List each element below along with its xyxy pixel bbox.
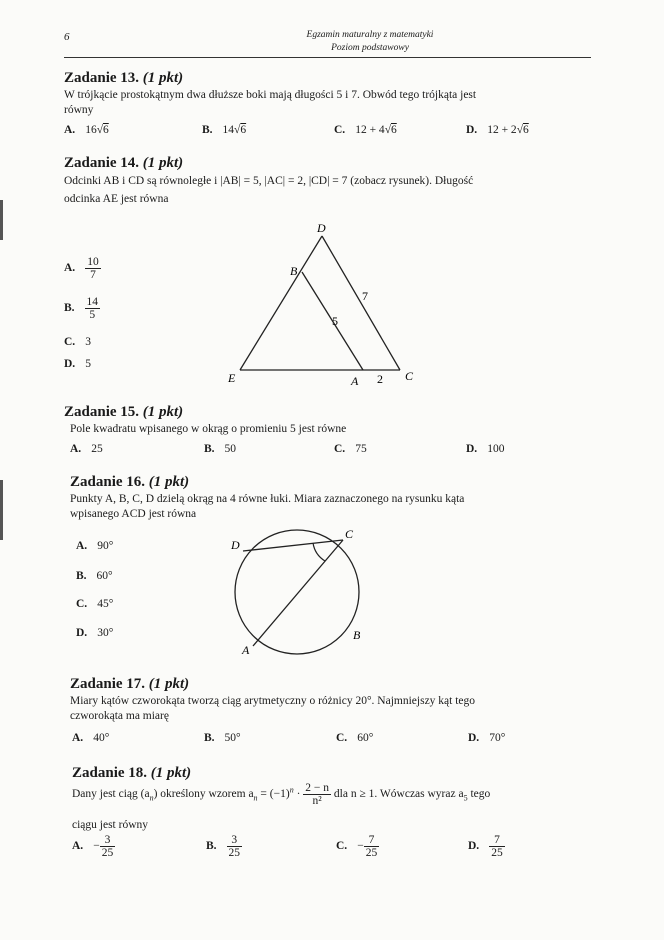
header-line-2: Poziom podstawowy (331, 43, 409, 53)
sqrt-icon: √ (234, 124, 241, 136)
task-18-option-b[interactable]: B. $\frac{3}{25}$ (206, 834, 241, 859)
task-14-option-b[interactable]: B. $\frac{14}{5}$ (64, 296, 99, 321)
label-b: B (290, 264, 298, 278)
task-14-option-a[interactable]: A. $\frac{10}{7}$ (64, 256, 99, 281)
sqrt-icon: √ (384, 124, 391, 136)
fraction: $\frac{14}{5}$ (86, 296, 99, 321)
task-13-text: W trójkącie prostokątnym dwa dłuższe boki mają długości 5 i 7. Obwód tego trójkąta jest równy (64, 89, 477, 116)
circle-figure (225, 522, 385, 662)
task-18-option-d[interactable]: D. $\frac{7}{25}$ (468, 834, 503, 859)
segment-ed (240, 236, 322, 370)
scan-edge-mark (0, 200, 3, 240)
task-17-option-d[interactable]: D. 70° (468, 732, 506, 744)
task-13-option-d[interactable]: D. 12 + 2√6 (466, 124, 529, 136)
task-13-option-c[interactable]: C. 12 + 4√6 (334, 124, 397, 136)
page-number: 6 (64, 31, 70, 43)
task-14-title: Zadanie 14. (1 pkt) (64, 155, 184, 171)
label-e: E (228, 371, 236, 385)
task-17-option-c[interactable]: C. 60° (336, 732, 374, 744)
chord-dc (243, 540, 343, 551)
task-17-option-b[interactable]: B. 50° (204, 732, 241, 744)
scan-edge-mark (0, 480, 3, 540)
angle-arc (313, 543, 325, 561)
task-16-option-b[interactable]: B. 60° (76, 570, 113, 582)
task-15-option-d[interactable]: D. 100 (466, 443, 505, 455)
task-13-title: Zadanie 13. (1 pkt) (64, 70, 184, 86)
task-18-title: Zadanie 18. (1 pkt) (72, 765, 192, 781)
fraction: $\frac{7}{25}$ (365, 834, 378, 859)
label-b: B (353, 628, 361, 642)
fraction: $\frac{3}{25}$ (101, 834, 114, 859)
header-rule (64, 57, 591, 58)
task-13-option-b[interactable]: B. 14√6 (202, 124, 247, 136)
formula-fraction: $\frac{2 - n}{\text{n²}}$ (305, 782, 330, 807)
task-18-option-a[interactable]: A. − $\frac{3}{25}$ (72, 834, 114, 859)
task-17-text: Miary kątów czworokąta tworzą ciąg arytmetyczny o różnicy 20°. Najmniejszy kąt tego czworokąta ma miarę (70, 695, 476, 722)
task-16-option-d[interactable]: D. 30° (76, 627, 114, 639)
task-17-option-a[interactable]: A. 40° (72, 732, 110, 744)
label-c: C (405, 369, 414, 383)
task-16-title: Zadanie 16. (1 pkt) (70, 474, 190, 490)
task-18-text: Dany jest ciąg $(a_n)$ określony wzorem $a_n = (-1)^n$ · $\frac{2 - n}{\text{n²}}$ dla n ≥ 1. Wówczas wyraz $a_5$ tego (72, 782, 491, 807)
task-14-text: Odcinki AB i CD są równoległe i |AB| = 5, |AC| = 2, |CD| = 7 (zobacz rysunek). Długość odcinka AE jest równa (64, 175, 474, 205)
triangle-figure (220, 220, 440, 395)
label-length-cd: 7 (362, 289, 368, 303)
label-c: C (345, 527, 354, 541)
task-14-option-d[interactable]: D. 5 (64, 358, 91, 370)
header-line-1: Egzamin maturalny z matematyki (306, 30, 434, 40)
task-16-text: Punkty A, B, C, D dzielą okrąg na 4 równe łuki. Miara zaznaczonego na rysunku kąta wpisanego ACD jest równa (70, 493, 465, 520)
sqrt-icon: √ (516, 124, 523, 136)
fraction: $\frac{7}{25}$ (491, 834, 503, 859)
label-length-ab: 5 (332, 314, 338, 328)
task-16-option-a[interactable]: A. 90° (76, 540, 114, 552)
task-16-option-c[interactable]: C. 45° (76, 598, 114, 610)
label-d: D (317, 221, 326, 235)
label-d: D (231, 538, 240, 552)
fraction: $\frac{10}{7}$ (87, 256, 99, 281)
task-15-title: Zadanie 15. (1 pkt) (64, 404, 184, 420)
task-14-option-c[interactable]: C. 3 (64, 336, 91, 348)
sqrt-icon: √ (96, 124, 103, 136)
task-18-text-line2: ciągu jest równy (72, 819, 149, 831)
task-18-option-c[interactable]: C. − $\frac{7}{25}$ (336, 834, 378, 859)
task-13-option-a[interactable]: A. 16√6 (64, 124, 109, 136)
label-length-ac: 2 (377, 372, 383, 386)
task-15-option-a[interactable]: A. 25 (70, 443, 103, 455)
task-15-text: Pole kwadratu wpisanego w okrąg o promieniu 5 jest równe (70, 423, 347, 435)
task-15-option-b[interactable]: B. 50 (204, 443, 237, 455)
chord-ca (253, 540, 343, 646)
circle (235, 530, 359, 654)
label-a: A (351, 374, 359, 388)
fraction: $\frac{3}{25}$ (228, 834, 241, 859)
segment-dc (322, 236, 400, 370)
label-a: A (242, 643, 250, 657)
task-17-title: Zadanie 17. (1 pkt) (70, 676, 190, 692)
task-15-option-c[interactable]: C. 75 (334, 443, 367, 455)
